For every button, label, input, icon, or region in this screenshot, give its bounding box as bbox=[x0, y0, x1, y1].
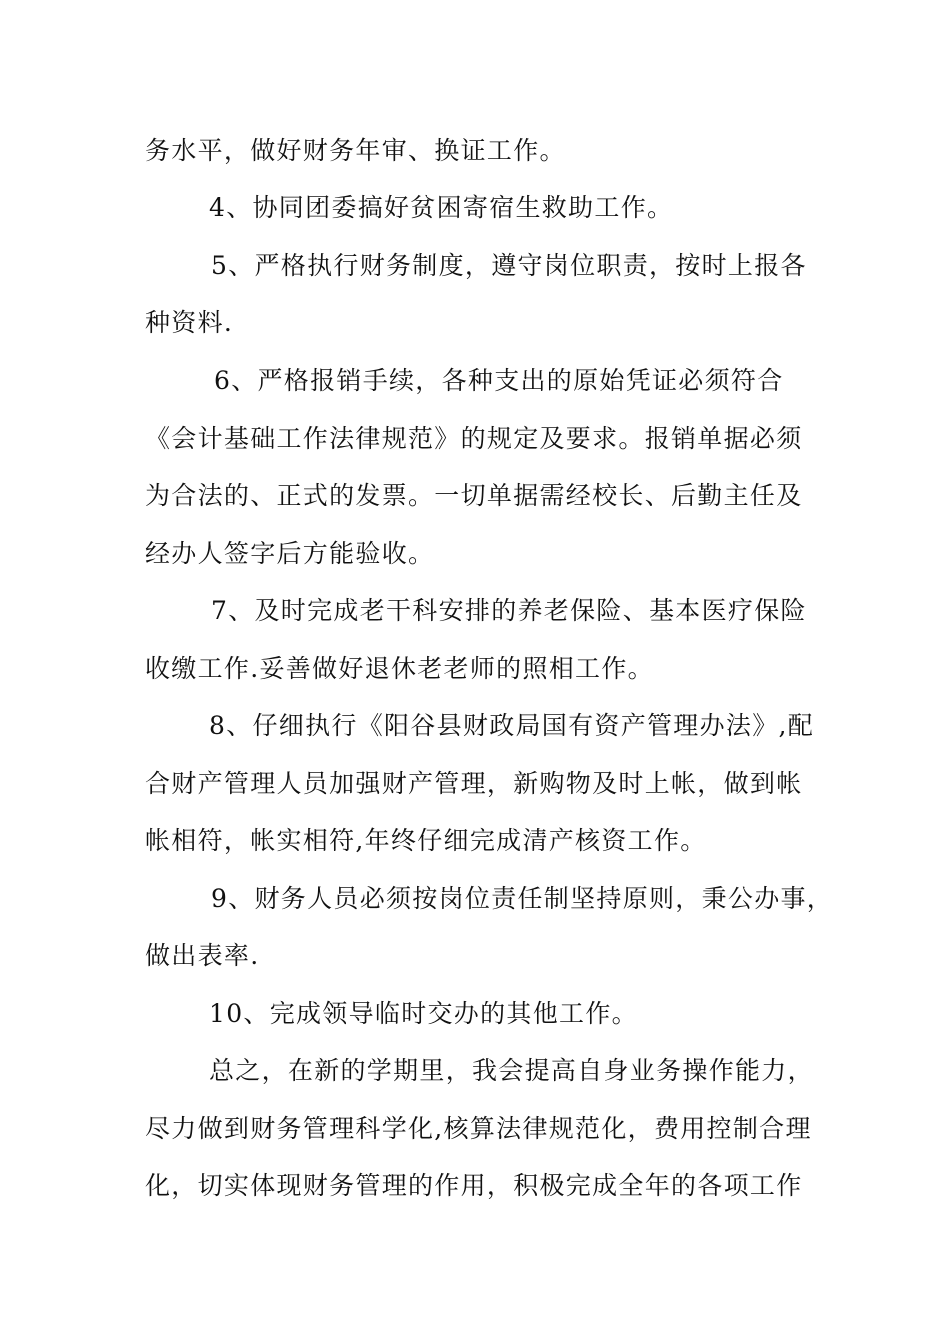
text-line: 经办人签字后方能验收。 bbox=[145, 539, 435, 568]
text-line: 《会计基础工作法律规范》的规定及要求。报销单据必须 bbox=[145, 424, 803, 453]
text-line: 务水平，做好财务年审、换证工作。 bbox=[145, 136, 566, 165]
text-line: 6、严格报销手续，各种支出的原始凭证必须符合 bbox=[214, 366, 784, 395]
text-line: 5、严格执行财务制度，遵守岗位职责，按时上报各 bbox=[211, 251, 807, 280]
text-line: 化，切实体现财务管理的作用，积极完成全年的各项工作 bbox=[145, 1171, 803, 1200]
text-line: 为合法的、正式的发票。一切单据需经校长、后勤主任及 bbox=[145, 481, 803, 510]
text-line: 做出表率. bbox=[145, 941, 260, 970]
text-line: 合财产管理人员加强财产管理，新购物及时上帐，做到帐 bbox=[145, 769, 803, 798]
text-line: 种资料. bbox=[145, 308, 234, 337]
text-line: 9、财务人员必须按岗位责任制坚持原则，秉公办事， bbox=[211, 884, 834, 913]
text-line: 尽力做到财务管理科学化,核算法律规范化，费用控制合理 bbox=[145, 1114, 812, 1143]
text-line: 8、仔细执行《阳谷县财政局国有资产管理办法》,配 bbox=[209, 711, 815, 740]
text-line: 收缴工作.妥善做好退休老老师的照相工作。 bbox=[145, 654, 654, 683]
text-line: 总之，在新的学期里，我会提高自身业务操作能力， bbox=[209, 1056, 814, 1085]
text-line: 7、及时完成老干科安排的养老保险、基本医疗保险 bbox=[211, 596, 807, 625]
text-line: 4、协同团委搞好贫困寄宿生救助工作。 bbox=[209, 193, 674, 222]
text-line: 10、完成领导临时交办的其他工作。 bbox=[209, 999, 638, 1028]
text-line: 帐相符，帐实相符,年终仔细完成清产核资工作。 bbox=[145, 826, 707, 855]
